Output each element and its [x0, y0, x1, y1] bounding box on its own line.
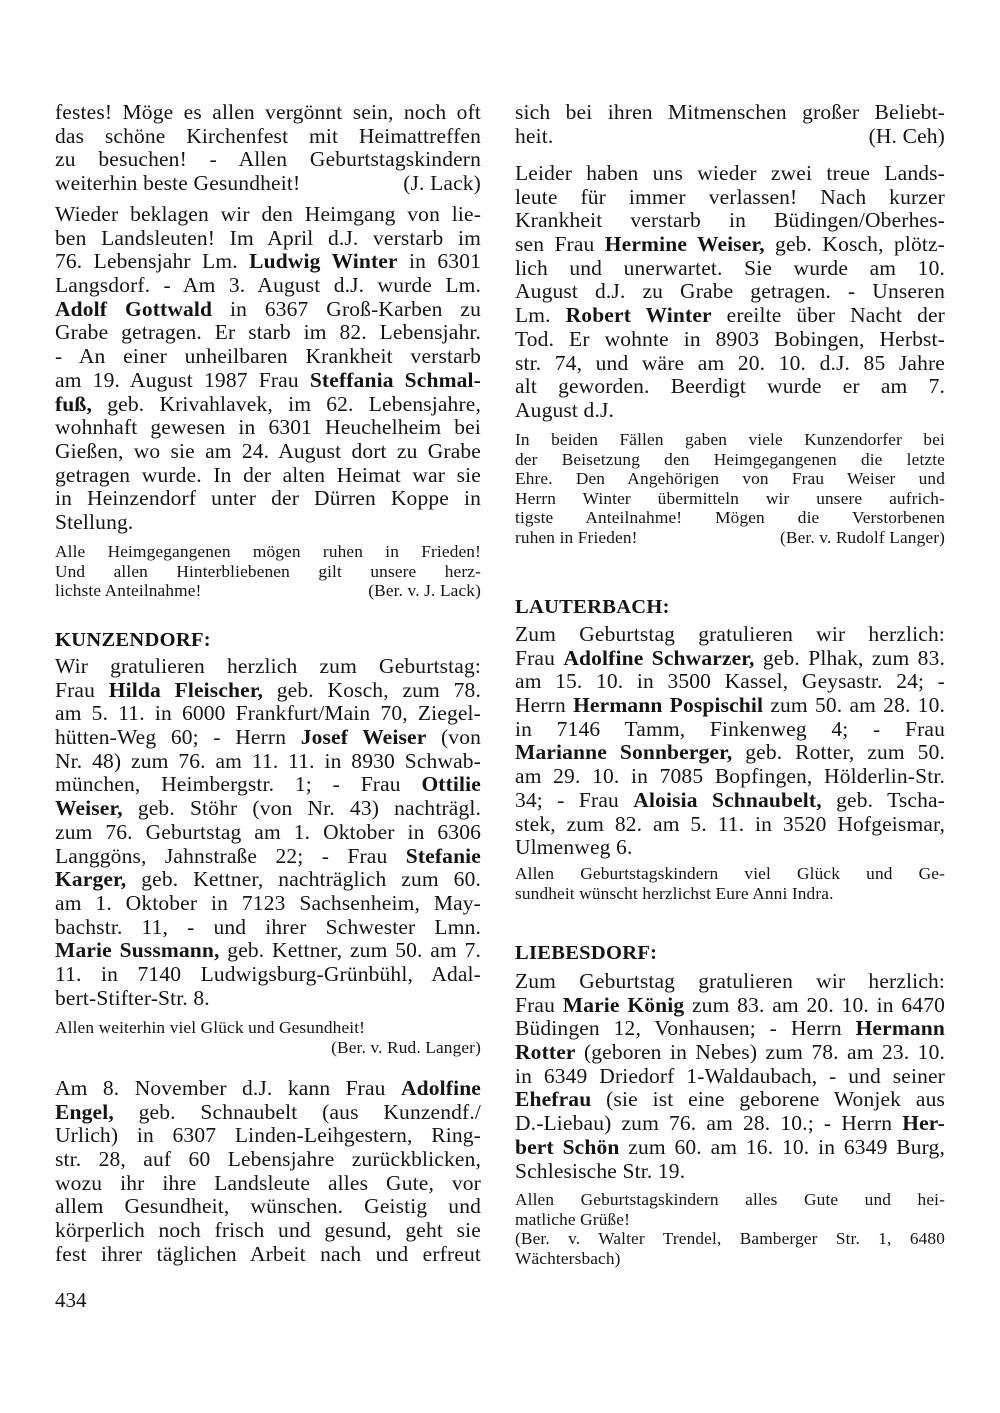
paragraph-lauterbach-wishes: [515, 864, 945, 903]
text-segment: geb. Kosch, zum 78.: [263, 677, 481, 702]
text-line: [55, 1219, 481, 1243]
bold-name: Hermann: [855, 1016, 945, 1041]
text-segment: am 19. August 1987 Frau: [55, 367, 310, 392]
text-segment: geb. Plhak, zum 83.: [754, 645, 945, 670]
text-segment: Schlesische Str. 19.: [515, 1158, 686, 1183]
bold-name: Marie Sussmann,: [55, 938, 220, 963]
text-line: [55, 702, 481, 726]
paragraph-adolfine-engel: [55, 1077, 481, 1267]
text-line: [55, 773, 481, 797]
text-line: [55, 1172, 481, 1196]
text-line: [515, 864, 945, 884]
bold-name: Hermann Pospischil: [573, 693, 764, 718]
text-line: [55, 939, 481, 963]
text-segment: Wir gratulieren herzlich zum Geburtstag:: [55, 654, 481, 678]
text-segment: zum 76. Geburtstag am 1. Oktober in 6306: [55, 819, 481, 844]
text-segment: Allen Geburtstagskindern viel Glück und Ge-: [515, 864, 945, 883]
text-segment: bert-Stifter-Str. 8.: [55, 985, 210, 1010]
text-segment: (von: [426, 725, 481, 750]
author-signature: (J. Lack): [403, 171, 481, 196]
text-line: [55, 679, 481, 703]
text-line: [515, 694, 945, 718]
text-line: [515, 1229, 945, 1249]
bold-name: Ehefrau: [515, 1087, 592, 1112]
text-line: [55, 298, 481, 322]
text-line: [515, 304, 945, 328]
text-segment: geb. Kosch, plötz-: [764, 232, 945, 257]
bold-name: Steffania Schmal-: [309, 367, 481, 392]
text-line: [515, 789, 945, 813]
text-segment: in Heinzendorf unter der Dürren Koppe in: [55, 486, 481, 511]
text-segment: leute für immer verlassen! Nach kurzer: [515, 184, 945, 209]
text-line: [55, 797, 481, 821]
text-line: [515, 101, 945, 125]
text-line: [55, 1148, 481, 1172]
text-segment: ruhen in Frieden!: [515, 527, 638, 547]
text-segment: 34; - Frau: [515, 787, 634, 812]
text-segment: (geboren in Nebes) zum 78. am 23. 10.: [575, 1040, 945, 1065]
text-line: [55, 916, 481, 940]
text-segment: Wächtersbach): [515, 1248, 621, 1268]
author-signature: (Ber. v. J. Lack): [368, 581, 481, 600]
text-segment: sen Frau: [515, 232, 605, 257]
text-segment: wozu ihr ihre Landsleute alles Gute, vor: [55, 1170, 481, 1195]
text-segment: alt geworden. Beerdigt wurde er am 7.: [515, 374, 945, 399]
text-line: [515, 209, 945, 233]
paragraph-condolences: [55, 542, 481, 601]
text-segment: Und allen Hinterbliebenen gilt unsere herz-: [55, 561, 481, 581]
text-segment: August d.J. zu Grabe getragen. - Unseren: [515, 279, 945, 304]
text-line: [55, 562, 481, 582]
text-line: [515, 375, 945, 399]
text-line: [55, 1077, 481, 1101]
paragraph-liebesdorf-wishes: [515, 1190, 945, 1268]
text-segment: tigste Anteilnahme! Mögen die Verstorbenen: [515, 508, 945, 527]
text-segment: ereilte über Nacht der: [711, 303, 945, 328]
text-segment: Frau: [515, 992, 563, 1017]
page-number: 434: [55, 1288, 87, 1312]
text-line: [515, 328, 945, 352]
text-segment: hütten-Weg 60; - Herrn: [55, 725, 301, 750]
text-line: [515, 280, 945, 304]
text-line: [55, 274, 481, 298]
paragraph-kunzendorf-birthdays: [55, 655, 481, 1010]
text-segment: 11. in 7140 Ludwigsburg-Grünbühl, Adal-: [55, 961, 481, 986]
text-line: [515, 1017, 945, 1041]
text-segment: allem Gesundheit, wünschen. Geistig und: [55, 1194, 481, 1219]
text-segment: Ulmenweg 6.: [515, 835, 633, 860]
bold-name: Hilda Fleischer,: [108, 677, 264, 702]
text-line: [55, 511, 481, 535]
text-line: [515, 670, 945, 694]
text-line: [55, 125, 481, 149]
text-segment: stek, zum 82. am 5. 11. in 3520 Hofgeismar,: [515, 811, 945, 836]
text-line: [55, 726, 481, 750]
text-segment: am 1. Oktober in 7123 Sachsenheim, May-: [55, 890, 481, 915]
text-segment: Frau: [515, 645, 564, 670]
text-line: [515, 399, 945, 423]
text-line: [55, 393, 481, 417]
text-line: [515, 884, 945, 904]
text-segment: wohnhaft gewesen in 6301 Heuchelheim bei: [55, 415, 481, 440]
text-segment: am 15. 10. in 3500 Kassel, Geysastr. 24; -: [515, 669, 945, 694]
text-line: [55, 963, 481, 987]
text-segment: Langgöns, Jahnstraße 22; - Frau: [55, 843, 406, 868]
text-line: [515, 430, 945, 450]
text-line: [55, 845, 481, 869]
text-line: [515, 623, 945, 647]
text-segment: in 7146 Tamm, Finkenweg 4; - Frau: [515, 716, 945, 741]
paragraph-obituaries: [55, 203, 481, 535]
paragraph-liebesdorf-birthdays: [515, 970, 945, 1183]
text-line: [55, 542, 481, 562]
text-segment: Ehre. Den Angehörigen von Frau Weiser und: [515, 469, 945, 488]
text-line: [55, 655, 481, 679]
text-segment: str. 28, auf 60 Lebensjahre zurückblicken,: [55, 1147, 481, 1172]
text-segment: geb. Kettner, nachträglich zum 60.: [126, 867, 481, 892]
text-segment: zum 60. am 16. 10. in 6349 Burg,: [619, 1134, 945, 1159]
text-line: [515, 836, 945, 860]
text-segment: Grabe getragen. Er starb im 82. Lebensjahr.: [55, 320, 481, 345]
text-segment: sundheit wünscht herzlichst Eure Anni Indra.: [515, 883, 834, 903]
text-segment: bachstr. 11, - und ihrer Schwester Lmn.: [55, 914, 481, 939]
text-segment: lich und unerwartet. Sie wurde am 10.: [515, 255, 945, 280]
text-segment: in 6349 Driedorf 1-Waldaubach, - und seiner: [515, 1063, 945, 1088]
text-line: [515, 970, 945, 994]
text-segment: 76. Lebensjahr Lm.: [55, 249, 250, 274]
text-segment: In beiden Fällen gaben viele Kunzendorfer bei: [515, 430, 945, 449]
text-segment: Zum Geburtstag gratulieren wir herzlich:: [515, 622, 945, 646]
text-segment: getragen wurde. In der alten Heimat war sie: [55, 462, 481, 487]
text-line: [515, 1160, 945, 1184]
text-line: [515, 162, 945, 186]
text-line: [515, 257, 945, 281]
paragraph-obituaries-kunzendorf: [515, 162, 945, 423]
text-line: [515, 1065, 945, 1089]
text-line: [55, 440, 481, 464]
paragraph-lauterbach-birthdays: [515, 623, 945, 860]
paragraph-kunzendorf-wishes: [55, 1018, 481, 1057]
text-segment: Herrn Winter übermitteln wir unsere aufrich-: [515, 488, 945, 508]
text-segment: festes! Möge es allen vergönnt sein, noch oft: [55, 100, 481, 124]
text-line: [515, 1041, 945, 1065]
bold-name: Ottilie: [421, 772, 481, 797]
text-line: [515, 647, 945, 671]
bold-name: Karger,: [55, 867, 127, 892]
text-segment: Nr. 48) zum 76. am 11. 11. in 8930 Schwab-: [55, 748, 481, 773]
text-segment: geb. Schnaubelt (aus Kunzendf./: [113, 1099, 481, 1124]
text-segment: geb. Kettner, zum 50. am 7.: [219, 938, 481, 963]
text-line: [515, 233, 945, 257]
text-segment: münchen, Heimbergstr. 1; - Frau: [55, 772, 422, 797]
text-line: [515, 741, 945, 765]
text-line: [515, 528, 945, 548]
paragraph-festes: [55, 101, 481, 196]
text-line: [55, 250, 481, 274]
text-segment: heit.: [515, 123, 554, 148]
text-line: [515, 765, 945, 789]
text-segment: Frau: [55, 677, 109, 702]
text-segment: - An einer unheilbaren Krankheit verstarb: [55, 344, 481, 369]
text-segment: zum 50. am 28. 10.: [763, 693, 945, 718]
section-heading-liebesdorf: LIEBESDORF:: [515, 942, 658, 964]
bold-name: Rotter: [515, 1040, 576, 1065]
paragraph-condolences-kunzendorf: [515, 430, 945, 547]
text-line: [515, 1249, 945, 1269]
text-segment: Büdingen 12, Vonhausen; - Herrn: [515, 1016, 856, 1041]
text-segment: Am 8. November d.J. kann Frau: [55, 1076, 401, 1100]
text-line: [55, 172, 481, 196]
text-line: [55, 581, 481, 601]
bold-name: Adolfine: [400, 1076, 481, 1100]
text-segment: Allen Geburtstagskindern alles Gute und hei-: [515, 1190, 945, 1209]
text-segment: geb. Stöhr (von Nr. 43) nachträgl.: [122, 796, 481, 821]
text-line: [515, 1112, 945, 1136]
text-line: [515, 1210, 945, 1230]
text-line: [55, 416, 481, 440]
text-segment: str. 74, und wäre am 20. 10. d.J. 85 Jahre: [515, 350, 945, 375]
text-segment: in 6367 Groß-Karben zu: [212, 296, 481, 321]
text-segment: zum 83. am 20. 10. in 6470: [684, 992, 946, 1017]
text-segment: Urlich) in 6307 Linden-Leihgestern, Ring-: [55, 1123, 481, 1148]
text-segment: August d.J.: [515, 397, 615, 422]
bold-name: Hermine Weiser,: [604, 232, 765, 257]
text-segment: das schöne Kirchenfest mit Heimattreffen: [55, 123, 481, 148]
bold-name: Adolf Gottwald: [55, 296, 213, 321]
text-line: [515, 489, 945, 509]
text-segment: geb. Tscha-: [821, 787, 945, 812]
text-line: [55, 1243, 481, 1267]
text-line: [55, 1018, 481, 1038]
text-line: [515, 994, 945, 1018]
text-line: [515, 469, 945, 489]
author-signature: (H. Ceh): [868, 123, 945, 148]
text-segment: (Ber. v. Walter Trendel, Bamberger Str. 1, 6480: [515, 1229, 945, 1248]
text-segment: Tod. Er wohnte in 8903 Bobingen, Herbst-: [515, 326, 945, 351]
text-line: [55, 148, 481, 172]
bold-name: Engel,: [55, 1099, 114, 1124]
text-segment: geb. Rotter, zum 50.: [732, 740, 945, 765]
bold-name: Adolfine Schwarzer,: [563, 645, 755, 670]
text-line: [55, 821, 481, 845]
section-heading-kunzendorf: KUNZENDORF:: [55, 629, 211, 651]
text-line: [515, 1190, 945, 1210]
text-segment: Leider haben uns wieder zwei treue Lands-: [515, 161, 945, 185]
text-line: [55, 1038, 481, 1058]
text-segment: Allen weiterhin viel Glück und Gesundheit!: [55, 1018, 366, 1037]
text-segment: sich bei ihren Mitmenschen großer Beliebt-: [515, 100, 945, 124]
text-segment: zu besuchen! - Allen Geburtstagskindern: [55, 147, 481, 172]
text-line: [55, 892, 481, 916]
text-segment: körperlich noch frisch und gesund, geht sie: [55, 1218, 481, 1243]
text-line: [515, 1088, 945, 1112]
text-line: [55, 987, 481, 1011]
text-line: [55, 750, 481, 774]
text-line: [55, 464, 481, 488]
text-line: [55, 487, 481, 511]
text-line: [55, 203, 481, 227]
text-line: [515, 1136, 945, 1160]
text-segment: in 6301: [397, 249, 481, 274]
bold-name: Aloisia Schnaubelt,: [633, 787, 822, 812]
text-line: [55, 1124, 481, 1148]
text-line: [515, 186, 945, 210]
bold-name: Stefanie: [405, 843, 481, 868]
text-line: [515, 352, 945, 376]
text-segment: der Beisetzung den Heimgegangenen die letzte: [515, 449, 945, 469]
text-segment: geb. Krivahlavek, im 62. Lebensjahre,: [92, 391, 481, 416]
text-line: [515, 813, 945, 837]
text-line: [55, 369, 481, 393]
bold-name: Marie König: [562, 992, 685, 1017]
text-line: [55, 321, 481, 345]
text-line: [55, 227, 481, 251]
text-line: [515, 125, 945, 149]
text-segment: Langsdorf. - Am 3. August d.J. wurde Lm.: [55, 273, 481, 298]
text-segment: Lm.: [515, 303, 566, 328]
text-segment: lichste Anteilnahme!: [55, 581, 202, 600]
bold-name: fuß,: [55, 391, 93, 416]
bold-name: Marianne Sonnberger,: [515, 740, 733, 765]
text-segment: Krankheit verstarb in Büdingen/Oberhes-: [515, 208, 945, 233]
text-segment: Alle Heimgegangenen mögen ruhen in Frieden!: [55, 542, 481, 561]
bold-name: Ludwig Winter: [249, 249, 398, 274]
author-signature: (Ber. v. Rudolf Langer): [779, 527, 945, 547]
bold-name: Her-: [902, 1111, 945, 1136]
text-segment: Zum Geburtstag gratulieren wir herzlich:: [515, 969, 945, 993]
text-segment: am 5. 11. in 6000 Frankfurt/Main 70, Ziegel-: [55, 701, 481, 726]
text-segment: ben Landsleuten! Im April d.J. verstarb im: [55, 225, 481, 250]
bold-name: Weiser,: [55, 796, 123, 821]
text-line: [55, 1101, 481, 1125]
text-line: [515, 718, 945, 742]
text-line: [55, 101, 481, 125]
text-segment: Herrn: [515, 693, 574, 718]
text-segment: D.-Liebau) zum 76. am 28. 10.; - Herrn: [515, 1111, 903, 1136]
text-line: [55, 1195, 481, 1219]
text-segment: Gießen, wo sie am 24. August dort zu Grabe: [55, 438, 481, 463]
bold-name: Josef Weiser: [300, 725, 427, 750]
text-line: [55, 868, 481, 892]
text-segment: am 29. 10. in 7085 Bopfingen, Hölderlin-Str.: [515, 764, 945, 789]
section-heading-lauterbach: LAUTERBACH:: [515, 596, 670, 618]
author-signature: (Ber. v. Rud. Langer): [331, 1037, 481, 1057]
text-line: [515, 508, 945, 528]
text-segment: (sie ist eine geborene Wonjek aus: [591, 1087, 945, 1112]
text-line: [55, 345, 481, 369]
text-segment: Stellung.: [55, 509, 134, 534]
text-segment: matliche Grüße!: [515, 1209, 631, 1229]
bold-name: bert Schön: [515, 1134, 620, 1159]
bold-name: Robert Winter: [565, 303, 712, 328]
text-segment: weiterhin beste Gesundheit!: [55, 171, 301, 196]
paragraph-continuation: [515, 101, 945, 148]
text-segment: Wieder beklagen wir den Heimgang von lie-: [55, 202, 481, 226]
text-line: [515, 450, 945, 470]
text-segment: fest ihrer täglichen Arbeit nach und erfreut: [55, 1241, 481, 1266]
